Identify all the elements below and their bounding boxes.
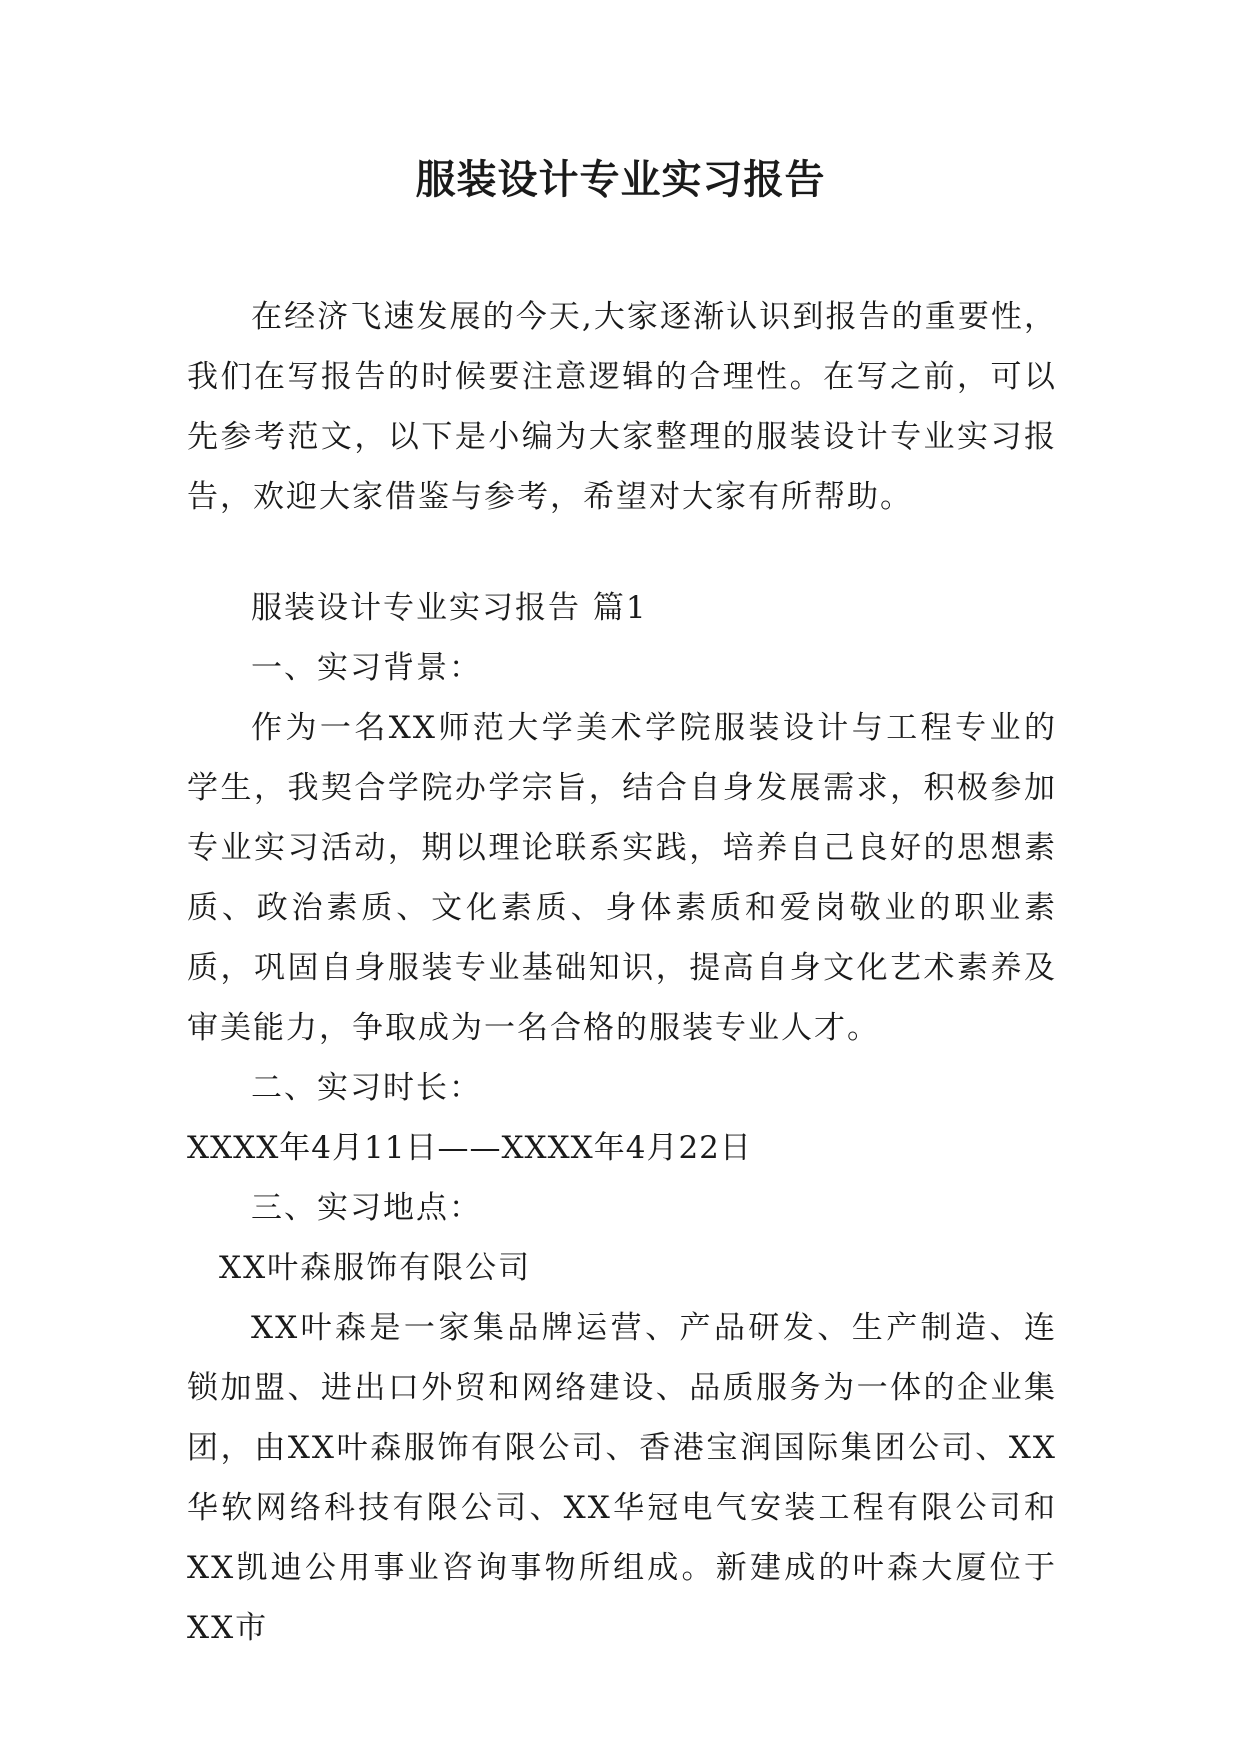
company-paragraph: XX叶森是一家集品牌运营、产品研发、生产制造、连锁加盟、进出口外贸和网络建设、品质服务为一体的企业集团，由XX叶森服饰有限公司、香港宝润国际集团公司、XX华软网络科技有限公司、XX华冠电气安装工程有限公司和XX凯迪公用事业咨询事物所组成。新建成的叶森大厦位于XX市	[187, 1310, 1057, 1646]
company-name: XX叶森服饰有限公司	[219, 1250, 532, 1286]
section-heading-location: 三、实习地点：	[251, 1190, 482, 1226]
section-heading-background: 一、实习背景：	[251, 650, 482, 686]
internship-dates: XXXX年4月11日——XXXX年4月22日	[187, 1130, 752, 1166]
section-heading-duration: 二、实习时长：	[251, 1070, 482, 1106]
article-heading: 服装设计专业实习报告 篇1	[251, 590, 648, 626]
intro-paragraph: 在经济飞速发展的今天,大家逐渐认识到报告的重要性，我们在写报告的时候要注意逻辑的合理性。在写之前，可以先参考范文，以下是小编为大家整理的服装设计专业实习报告，欢迎大家借鉴与参考，希望对大家有所帮助。	[187, 299, 1057, 515]
background-paragraph: 作为一名XX师范大学美术学院服装设计与工程专业的学生，我契合学院办学宗旨，结合自身发展需求，积极参加专业实习活动，期以理论联系实践，培养自己良好的思想素质、政治素质、文化素质、身体素质和爱岗敬业的职业素质，巩固自身服装专业基础知识，提高自身文化艺术素养及审美能力，争取成为一名合格的服装专业人才。	[187, 710, 1057, 1046]
document-title: 服装设计专业实习报告	[415, 156, 826, 203]
